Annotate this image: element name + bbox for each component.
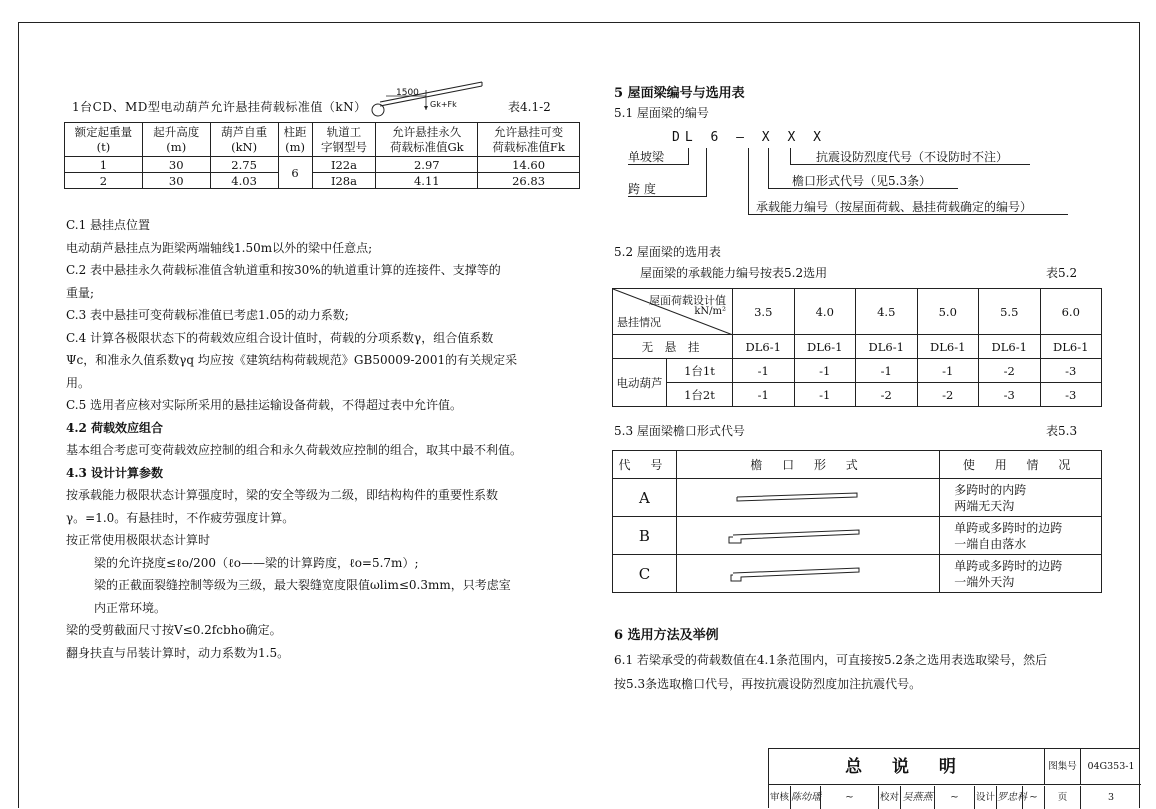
- section6-heading: 6 选用方法及举例: [614, 628, 719, 643]
- connector-line: [768, 148, 769, 189]
- t52-cell: -1: [917, 359, 979, 383]
- note-line: 内正常环境。: [94, 600, 167, 615]
- table53-number: 表5.3: [1046, 424, 1078, 438]
- t52-cell: -1: [733, 383, 795, 407]
- connector-line: [706, 148, 707, 197]
- note-line: 基本组合考虑可变荷载效应控制的组合和永久荷载效应控制的组合，取其中最不利值。: [66, 443, 523, 457]
- table-row: [613, 335, 1102, 359]
- t52-cell: DL6-1: [979, 335, 1041, 359]
- connector-line: [628, 196, 706, 197]
- table41: [64, 122, 580, 189]
- t53-header-code: 代 号: [613, 451, 677, 479]
- section53-heading: 5.3 屋面梁檐口形式代号: [614, 424, 745, 438]
- note-line: C.3 表中悬挂可变荷载标准值已考虑1.05的动力系数;: [66, 308, 349, 322]
- t41-header-capacity: 额定起重量 (t): [65, 123, 143, 157]
- t41-cell-spacing: 6: [278, 157, 312, 189]
- check-name: 吴燕燕: [901, 786, 935, 809]
- t52-cell: DL6-1: [917, 335, 979, 359]
- t41-header-variable: 允许悬挂可变 荷载标准值Fk: [478, 123, 580, 157]
- design-name: 罗忠科: [997, 786, 1023, 809]
- note-line: C.1 悬挂点位置: [66, 218, 151, 232]
- t41-cell: 2.75: [210, 157, 278, 173]
- label-seismic: 抗震设防烈度代号（不设防时不注）: [816, 150, 1009, 164]
- sketch-dim-label: 1500: [396, 88, 419, 98]
- section-heading: 4.3 设计计算参数: [66, 465, 164, 480]
- connector-line: [790, 164, 1030, 165]
- t52-row-label: 1台1t: [667, 359, 733, 383]
- label-capacity: 承载能力编号（按屋面荷载、悬挂荷载确定的编号）: [756, 200, 1033, 214]
- t53-eave-sketch-b: [676, 517, 939, 555]
- t52-cell: -2: [856, 383, 918, 407]
- eave-form-c-sketch: [729, 567, 879, 583]
- page-label: 页: [1045, 786, 1081, 809]
- review-label: 审核: [769, 786, 791, 809]
- t41-cell: 26.83: [478, 173, 580, 189]
- note-line: 按正常使用极限状态计算时: [66, 533, 211, 547]
- title-block: [768, 748, 1140, 808]
- connector-line: [748, 148, 749, 215]
- t52-cell: -2: [917, 383, 979, 407]
- review-name: 陈幼璠: [791, 786, 821, 809]
- note-line: 按承载能力极限状态计算强度时，梁的安全等级为二级，即结构构件的重要性系数: [66, 488, 499, 502]
- label-eave: 檐口形式代号（见5.3条）: [792, 174, 932, 188]
- design-label: 设计: [975, 786, 997, 809]
- atlas-label: 图集号: [1045, 749, 1081, 785]
- t41-cell: I22a: [312, 157, 376, 173]
- t41-cell: 30: [142, 173, 210, 189]
- table-row: [613, 359, 1102, 383]
- section51-heading: 5.1 屋面梁的编号: [614, 106, 709, 120]
- t52-cell: -1: [794, 383, 856, 407]
- connector-line: [628, 164, 688, 165]
- t53-eave-sketch-a: [676, 479, 939, 517]
- page-number: 3: [1107, 792, 1115, 803]
- t52-row-label: 无 悬 挂: [613, 335, 733, 359]
- t41-cell: I28a: [312, 173, 376, 189]
- t52-cell: DL6-1: [856, 335, 918, 359]
- table41-title: 1台CD、MD型电动葫芦允许悬挂荷载标准值（kN）: [72, 100, 367, 114]
- t41-cell: 1: [65, 157, 143, 173]
- t53-eave-sketch-c: [676, 555, 939, 593]
- note-line: 翻身扶直与吊装计算时，动力系数为1.5。: [66, 645, 290, 660]
- t52-cell: -3: [1040, 359, 1102, 383]
- t53-header-form: 檐 口 形 式: [676, 451, 939, 479]
- label-single-slope: 单坡梁: [628, 150, 665, 164]
- table52-caption: 屋面梁的承载能力编号按表5.2选用: [640, 266, 828, 280]
- t53-code: B: [613, 517, 677, 555]
- connector-line: [688, 148, 689, 165]
- t52-cell: DL6-1: [794, 335, 856, 359]
- t52-cell: -3: [1040, 383, 1102, 407]
- t41-cell: 2: [65, 173, 143, 189]
- t52-cell: -1: [733, 359, 795, 383]
- table-row: [65, 157, 580, 173]
- note-line: 梁的正截面裂缝控制等级为三级，最大裂缝宽度限值ωlim≤0.3mm，只考虑室: [94, 578, 511, 592]
- note-line: 用。: [66, 375, 91, 390]
- t52-cell: -2: [979, 359, 1041, 383]
- diag-unit-label: kN/m²: [694, 306, 726, 317]
- note-line: 电动葫芦悬挂点为距梁两端轴线1.50m以外的梁中任意点;: [66, 240, 373, 255]
- t52-load-header: 3.5: [733, 289, 795, 335]
- section52-heading: 5.2 屋面梁的选用表: [614, 245, 721, 259]
- t41-header-permanent: 允许悬挂永久 荷载标准值Gk: [376, 123, 478, 157]
- section-heading: 4.2 荷载效应组合: [66, 420, 164, 435]
- t52-row-label: 1台2t: [667, 383, 733, 407]
- note-line: γ。=1.0。有悬挂时，不作疲劳强度计算。: [66, 510, 295, 525]
- section61-line: 按5.3条选取檐口代号，再按抗震设防烈度加注抗震代号。: [614, 677, 922, 691]
- connector-line: [790, 148, 791, 165]
- t52-cell: -1: [794, 359, 856, 383]
- t41-header-rail: 轨道工 字钢型号: [312, 123, 376, 157]
- note-line: 梁的受剪截面尺寸按V≤0.2fcbho确定。: [66, 623, 282, 637]
- table-row: [65, 173, 580, 189]
- eave-form-b-sketch: [729, 529, 879, 545]
- section61-text: [614, 648, 1114, 696]
- note-line: C.5 选用者应核对实际所采用的悬挂运输设备荷载，不得超过表中允许值。: [66, 398, 463, 412]
- t53-usage: 单跨或多跨时的边跨 一端外天沟: [940, 555, 1102, 593]
- hoist-sketch: [370, 76, 490, 120]
- note-line: 重量;: [66, 285, 95, 300]
- t52-load-header: 4.5: [856, 289, 918, 335]
- note-line: C.2 表中悬挂永久荷载标准值含轨道重和按30%的轨道重计算的连接件、支撑等的: [66, 263, 501, 277]
- table41-number: 表4.1-2: [508, 100, 551, 114]
- t41-cell: 4.11: [376, 173, 478, 189]
- table52: [612, 288, 1102, 407]
- note-line: C.4 计算各极限状态下的荷载效应组合设计值时，荷载的分项系数γ，组合值系数: [66, 330, 494, 345]
- t53-code: C: [613, 555, 677, 593]
- t41-cell: 4.03: [210, 173, 278, 189]
- t52-cell: -3: [979, 383, 1041, 407]
- beam-naming-diagram: [620, 124, 1100, 224]
- table52-number: 表5.2: [1046, 266, 1078, 280]
- section5-heading: 5 屋面梁编号与选用表: [614, 86, 745, 101]
- sheet-title: 总 说 明: [769, 749, 1045, 785]
- t41-cell: 14.60: [478, 157, 580, 173]
- sketch-load-label: Gk+Fk: [430, 100, 457, 109]
- table53: [612, 450, 1102, 593]
- connector-line: [748, 214, 1068, 215]
- connector-line: [768, 188, 958, 189]
- design-signature: ~: [1023, 786, 1045, 809]
- t52-load-header: 6.0: [1040, 289, 1102, 335]
- check-signature: ~: [935, 786, 975, 809]
- t53-usage: 多跨时的内跨 两端无天沟: [940, 479, 1102, 517]
- t52-hoist-label: 电动葫芦: [613, 359, 667, 407]
- t52-load-header: 4.0: [794, 289, 856, 335]
- t52-load-header: 5.0: [917, 289, 979, 335]
- t41-cell: 2.97: [376, 157, 478, 173]
- review-signature: ~: [821, 786, 879, 809]
- t52-cell: DL6-1: [1040, 335, 1102, 359]
- t52-diagonal-header: [613, 289, 733, 335]
- t41-cell: 30: [142, 157, 210, 173]
- note-line: Ψc，和准永久值系数γq 均应按《建筑结构荷载规范》GB50009-2001的有关规定采: [66, 353, 518, 367]
- left-notes: [66, 214, 586, 664]
- t41-header-weight: 葫芦自重 (kN): [210, 123, 278, 157]
- diag-top-label: 屋面荷载设计值: [649, 294, 726, 307]
- t41-header-height: 起升高度 (m): [142, 123, 210, 157]
- note-line: 梁的允许挠度≤ℓo/200（ℓo——梁的计算跨度，ℓo=5.7m）;: [94, 555, 419, 570]
- t52-load-header: 5.5: [979, 289, 1041, 335]
- table-row: [613, 383, 1102, 407]
- beam-code: DL 6 — X X X: [672, 130, 826, 145]
- section61-line: 6.1 若梁承受的荷载数值在4.1条范围内，可直接按5.2条之选用表选取梁号，然后: [614, 653, 1048, 667]
- diag-bottom-label: 悬挂情况: [617, 316, 661, 329]
- t52-cell: -1: [856, 359, 918, 383]
- t53-code: A: [613, 479, 677, 517]
- t53-usage: 单跨或多跨时的边跨 一端自由落水: [940, 517, 1102, 555]
- check-label: 校对: [879, 786, 901, 809]
- table-row: [613, 479, 1102, 517]
- atlas-number: 04G353-1: [1081, 749, 1141, 785]
- eave-form-a-sketch: [737, 493, 877, 505]
- t53-header-usage: 使 用 情 况: [940, 451, 1102, 479]
- t41-header-spacing: 柱距 (m): [278, 123, 312, 157]
- t52-cell: DL6-1: [733, 335, 795, 359]
- table-row: [613, 555, 1102, 593]
- table-row: [613, 517, 1102, 555]
- label-span: 跨 度: [628, 182, 656, 196]
